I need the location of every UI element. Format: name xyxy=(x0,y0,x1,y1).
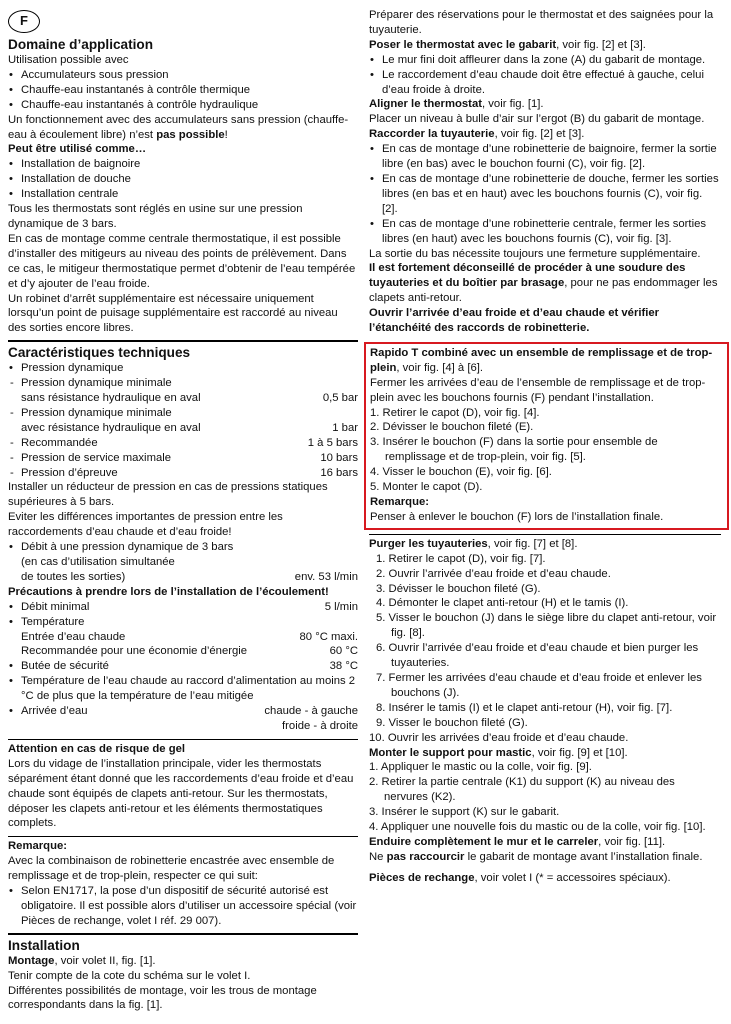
list-item: • Installation de douche xyxy=(8,172,358,187)
paragraph: Installer un réducteur de pression en cas de pressions statiques supérieures à 5 bars. xyxy=(8,481,328,509)
paragraph: Eviter les différences importantes de pression entre les raccordements d’eau chaude et d’eau froide! xyxy=(8,511,283,539)
mastic-heading: Monter le support pour mastic, voir fig. [9] et [10]. xyxy=(369,746,628,759)
rapido-remark-text: Penser à enlever le bouchon (F) lors de l’installation finale. xyxy=(370,510,664,523)
specs-title: Caractéristiques techniques xyxy=(8,345,191,361)
precautions-title: Précautions à prendre lors de l’installation de l’écoulement! xyxy=(8,585,329,598)
aligner-heading: Aligner le thermostat, voir fig. [1]. xyxy=(369,98,544,111)
list-item: • Chauffe-eau instantanés à contrôle thermique xyxy=(8,83,358,98)
list-item: • Installation centrale xyxy=(8,187,358,202)
step-item: 8. Insérer le tamis (I) et le clapet anti-retour (H), voir fig. [7]. xyxy=(376,701,673,714)
list-item: • Chauffe-eau instantanés à contrôle hydraulique xyxy=(8,98,358,113)
step-item: 7. Fermer les arrivées d’eau chaude et d’eau froide et enlever les bouchons (J). xyxy=(376,671,702,699)
list-item: • Selon EN1717, la pose d’un dispositif de sécurité autorisé est obligatoire. Il est possible alors d’utiliser un accessoire spécial (voir Pièces de rechange, volet I réf. 29 007). xyxy=(8,884,358,929)
paragraph: Ne pas raccourcir le gabarit de montage avant l’installation finale. xyxy=(369,850,703,863)
step-item: 2. Retirer la partie centrale (K1) du support (K) au niveau des nervures (K2). xyxy=(369,776,675,804)
spec-item: - Pression dynamique minimale avec résistance hydraulique en aval 1 bar xyxy=(8,406,358,436)
purger-heading: Purger les tuyauteries, voir fig. [7] et [8]. xyxy=(369,537,578,550)
spec-item: - Pression de service maximale 10 bars xyxy=(8,451,358,466)
list-item: • Le mur fini doit affleurer dans la zone (A) du gabarit de montage. xyxy=(369,53,721,68)
step-item: 3. Insérer le support (K) sur le gabarit. xyxy=(369,806,560,819)
rapido-remark-title: Remarque: xyxy=(370,496,430,508)
section-divider xyxy=(8,340,358,342)
ouvrir-instruction: Ouvrir l’arrivée d’eau froide et d’eau chaude et vérifier l’étanchéité des raccords de robinetterie. xyxy=(369,307,660,335)
section-divider xyxy=(369,534,721,535)
rapido-highlight-box xyxy=(364,342,729,530)
step-item: 4. Démonter le clapet anti-retour (H) et le tamis (I). xyxy=(376,597,629,610)
step-item: 6. Ouvrir l’arrivée d’eau froide et d’eau chaude et bien purger les tuyauteries. xyxy=(376,642,699,670)
step-item: 10. Ouvrir les arrivées d’eau froide et d’eau chaude. xyxy=(369,731,629,744)
not-possible-note: Un fonctionnement avec des accumulateurs sans pression (chauffe-eau à écoulement libre) n’est pas possible! xyxy=(8,113,349,141)
paragraph: Fermer les arrivées d’eau de l’ensemble de remplissage et de trop-plein avec les bouchons fournis (F) pendant l’installation. xyxy=(370,376,706,404)
step-item: 4. Visser le bouchon (E), voir fig. [6]. xyxy=(370,466,552,479)
section-divider xyxy=(8,836,358,837)
spec-item: • Arrivée d’eau chaude - à gauche froide - à droite xyxy=(8,704,358,734)
spec-item: - Pression d’épreuve 16 bars xyxy=(8,466,358,481)
domaine-title: Domaine d’application xyxy=(8,37,154,52)
list-item: • Le raccordement d’eau chaude doit être effectué à gauche, celui d’eau froide à droite. xyxy=(369,68,721,98)
paragraph: Un robinet d’arrêt supplémentaire est nécessaire uniquement lorsqu’un point de puisage supplémentaire est raccordé au niveau des sorties encore libres. xyxy=(8,292,338,335)
list-item: • En cas de montage d’une robinetterie de douche, fermer les sorties libres (en bas et en haut) avec les bouchons fournis (C), voir fig. [2]. xyxy=(369,172,721,217)
step-item: 1. Retirer le capot (D), voir fig. [7]. xyxy=(376,552,546,565)
step-item: 4. Appliquer une nouvelle fois du mastic ou de la colle, voir fig. [10]. xyxy=(369,821,706,834)
section-divider xyxy=(8,739,358,740)
paragraph: En cas de montage comme centrale thermostatique, il est possible d’installer des mitigeurs au niveau des points de prélèvement. Dans ce cas, le mitigeur thermostatique permet d’obtenir de l’eau tempérée et d’y ajouter de l’eau froide. xyxy=(8,232,356,290)
spec-item: • Pression dynamique xyxy=(8,361,358,376)
soudure-warning: Il est fortement déconseillé de procéder à une soudure des tuyauteries et du boîtier par brasage, pour ne pas endommager les clapets anti-retour. xyxy=(369,262,718,305)
paragraph: Préparer des réservations pour le thermostat et des saignées pour la tuyauterie. xyxy=(369,9,714,36)
paragraph: Différentes possibilités de montage, voir les trous de montage correspondants dans la fig. [1]. xyxy=(8,984,317,1012)
remarque-title: Remarque: xyxy=(8,840,68,853)
paragraph: La sortie du bas nécessite toujours une fermeture supplémentaire. xyxy=(369,247,701,260)
paragraph: Lors du vidage de l’installation principale, vider les thermostats séparément étant donné que les raccordements d’eau froide et d’eau chaude sont équipés de clapets anti-retour. Sur les thermostats, déposer les clapets anti-retour et les éléments thermostatiques complets. xyxy=(8,757,354,830)
raccorder-heading: Raccorder la tuyauterie, voir fig. [2] et [3]. xyxy=(369,128,585,141)
montage-line: Montage, voir volet II, fig. [1]. xyxy=(8,954,156,967)
step-item: 5. Monter le capot (D). xyxy=(370,481,483,494)
paragraph: Avec la combinaison de robinetterie encastrée avec ensemble de remplissage et de trop-plein, respecter ce qui suit: xyxy=(8,855,335,883)
right-column xyxy=(369,8,721,886)
step-item: 3. Insérer le bouchon (F) dans la sortie pour ensemble de remplissage et de trop-plein, voir fig. [5]. xyxy=(370,436,658,464)
step-item: 1. Appliquer le mastic ou la colle, voir fig. [9]. xyxy=(369,761,592,774)
step-item: 5. Visser le bouchon (J) dans le siège libre du clapet anti-retour, voir fig. [8]. xyxy=(376,612,717,640)
spec-item: - Pression dynamique minimale sans résistance hydraulique en aval 0,5 bar xyxy=(8,376,358,406)
domaine-intro: Utilisation possible avec xyxy=(8,54,129,66)
pieces-heading: Pièces de rechange, voir volet I (* = accessoires spéciaux). xyxy=(369,871,671,884)
gel-title: Attention en cas de risque de gel xyxy=(8,742,186,755)
spec-item: • Débit à une pression dynamique de 3 bars (en cas d’utilisation simultanée de toutes les sorties) env. 53 l/min xyxy=(8,540,358,585)
left-column xyxy=(8,10,358,1013)
list-item: • Installation de baignoire xyxy=(8,157,358,172)
spec-item: - Recommandée 1 à 5 bars xyxy=(8,436,358,451)
spec-item: • Température Entrée d’eau chaude 80 °C maxi. Recommandée pour une économie d’énergie 60 °C xyxy=(8,615,358,660)
usable-title: Peut être utilisé comme… xyxy=(8,143,147,156)
list-item: • En cas de montage d’une robinetterie de baignoire, fermer la sortie libre (en bas) avec le bouchon fourni (C), voir fig. [2]. xyxy=(369,142,721,172)
installation-title: Installation xyxy=(8,937,80,953)
step-item: 2. Ouvrir l’arrivée d’eau froide et d’eau chaude. xyxy=(376,567,611,580)
step-item: 2. Dévisser le bouchon fileté (E). xyxy=(370,421,534,434)
spec-item: • Débit minimal 5 l/min xyxy=(8,600,358,615)
step-item: 9. Visser le bouchon fileté (G). xyxy=(376,716,528,729)
step-item: 3. Dévisser le bouchon fileté (G). xyxy=(376,582,541,595)
paragraph: Tous les thermostats sont réglés en usine sur une pression dynamique de 3 bars. xyxy=(8,203,303,230)
step-item: 1. Retirer le capot (D), voir fig. [4]. xyxy=(370,406,540,419)
list-item: • Accumulateurs sous pression xyxy=(8,68,358,83)
poser-heading: Poser le thermostat avec le gabarit, voir fig. [2] et [3]. xyxy=(369,38,646,51)
rapido-heading: Rapido T combiné avec un ensemble de remplissage et de trop-plein, voir fig. [4] à [6]. xyxy=(370,346,713,374)
paragraph: Tenir compte de la cote du schéma sur le volet I. xyxy=(8,969,251,982)
enduire-heading: Enduire complètement le mur et le carreler, voir fig. [11]. xyxy=(369,835,666,848)
spec-item: • Butée de sécurité 38 °C xyxy=(8,659,358,674)
spec-item: • Température de l’eau chaude au raccord d’alimentation au moins 2 °C de plus que la température de l’eau mitigée xyxy=(8,674,358,704)
language-badge: F xyxy=(8,10,40,33)
paragraph: Placer un niveau à bulle d’air sur l’ergot (B) du gabarit de montage. xyxy=(369,113,705,126)
section-divider xyxy=(8,933,358,935)
list-item: • En cas de montage d’une robinetterie centrale, fermer les sorties libres (en haut) avec les bouchons fournis (C), voir fig. [3]. xyxy=(369,217,721,247)
